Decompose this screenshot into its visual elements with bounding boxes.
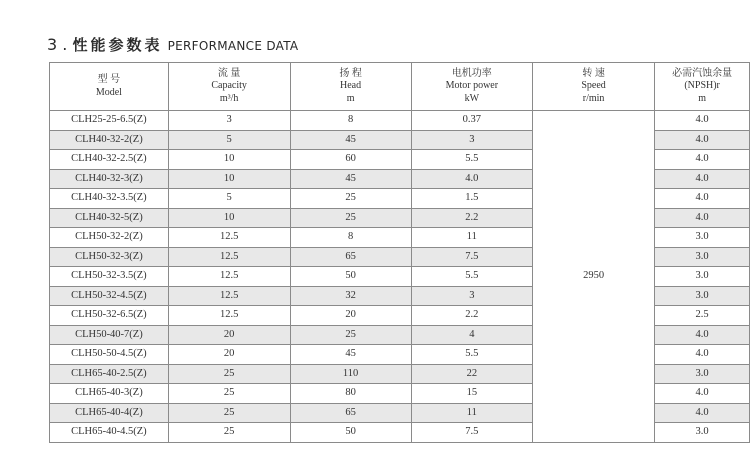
header-capacity-cn: 流 量 <box>217 67 241 79</box>
performance-table <box>49 62 750 443</box>
header-npsh-en: (NPSH)r <box>684 80 720 92</box>
cell-model: CLH50-32-2(Z) <box>50 228 169 248</box>
cell-npsh: 4.0 <box>655 208 750 228</box>
cell-motor-power: 2.2 <box>411 208 532 228</box>
cell-npsh: 3.0 <box>655 228 750 248</box>
cell-capacity: 20 <box>168 345 290 365</box>
cell-model: CLH65-40-4(Z) <box>50 403 169 423</box>
cell-head: 110 <box>290 364 411 384</box>
cell-capacity: 12.5 <box>168 247 290 267</box>
header-row <box>50 63 750 111</box>
cell-npsh: 4.0 <box>655 150 750 170</box>
cell-model: CLH25-25-6.5(Z) <box>50 111 169 131</box>
cell-npsh: 3.0 <box>655 286 750 306</box>
section-title <box>47 35 298 56</box>
cell-npsh: 4.0 <box>655 384 750 404</box>
header-model <box>50 63 169 111</box>
header-speed-unit: r/min <box>582 92 605 104</box>
cell-capacity: 25 <box>168 403 290 423</box>
table-row <box>50 111 750 131</box>
cell-npsh: 3.0 <box>655 247 750 267</box>
header-capacity-en: Capacity <box>211 80 247 92</box>
cell-head: 45 <box>290 169 411 189</box>
cell-capacity: 12.5 <box>168 228 290 248</box>
cell-capacity: 20 <box>168 325 290 345</box>
header-npsh-unit: m <box>698 92 706 104</box>
cell-capacity: 25 <box>168 423 290 443</box>
header-capacity-unit: m³/h <box>219 92 239 104</box>
cell-capacity: 10 <box>168 208 290 228</box>
cell-head: 25 <box>290 325 411 345</box>
cell-npsh: 3.0 <box>655 267 750 287</box>
cell-motor-power: 3 <box>411 286 532 306</box>
cell-model: CLH50-50-4.5(Z) <box>50 345 169 365</box>
cell-motor-power: 3 <box>411 130 532 150</box>
cell-head: 25 <box>290 189 411 209</box>
cell-npsh: 4.0 <box>655 325 750 345</box>
cell-npsh: 3.0 <box>655 364 750 384</box>
cell-model: CLH50-40-7(Z) <box>50 325 169 345</box>
header-head <box>290 63 411 111</box>
header-head-unit: m <box>346 92 355 104</box>
cell-head: 8 <box>290 111 411 131</box>
cell-head: 50 <box>290 423 411 443</box>
table-body <box>50 111 750 443</box>
header-speed-en: Speed <box>581 80 606 92</box>
cell-motor-power: 4 <box>411 325 532 345</box>
header-capacity <box>168 63 290 111</box>
cell-model: CLH50-32-4.5(Z) <box>50 286 169 306</box>
cell-motor-power: 5.5 <box>411 267 532 287</box>
cell-head: 65 <box>290 403 411 423</box>
cell-npsh: 4.0 <box>655 345 750 365</box>
cell-capacity: 5 <box>168 130 290 150</box>
section-title-chinese: 性能参数表 <box>72 36 163 54</box>
cell-model: CLH65-40-3(Z) <box>50 384 169 404</box>
header-model-en: Model <box>95 86 122 98</box>
header-power-cn: 电机功率 <box>451 67 492 79</box>
cell-head: 45 <box>290 130 411 150</box>
cell-npsh: 4.0 <box>655 403 750 423</box>
cell-motor-power: 2.2 <box>411 306 532 326</box>
header-power-unit: kW <box>464 92 480 104</box>
section-number: 3 . <box>47 35 68 54</box>
cell-motor-power: 4.0 <box>411 169 532 189</box>
cell-capacity: 12.5 <box>168 267 290 287</box>
cell-npsh: 4.0 <box>655 111 750 131</box>
cell-head: 45 <box>290 345 411 365</box>
cell-head: 32 <box>290 286 411 306</box>
cell-capacity: 12.5 <box>168 286 290 306</box>
header-head-en: Head <box>340 80 362 92</box>
header-power-en: Motor power <box>445 80 499 92</box>
cell-model: CLH40-32-2(Z) <box>50 130 169 150</box>
cell-head: 50 <box>290 267 411 287</box>
cell-speed: 2950 <box>532 111 654 443</box>
header-head-cn: 扬 程 <box>339 67 362 79</box>
cell-motor-power: 11 <box>411 403 532 423</box>
table-header <box>50 63 750 111</box>
cell-capacity: 12.5 <box>168 306 290 326</box>
header-npsh-cn: 必需汽蚀余量 <box>672 67 733 79</box>
cell-motor-power: 5.5 <box>411 345 532 365</box>
cell-capacity: 10 <box>168 169 290 189</box>
header-speed-cn: 转 速 <box>582 67 605 79</box>
cell-model: CLH40-32-3(Z) <box>50 169 169 189</box>
cell-head: 80 <box>290 384 411 404</box>
cell-npsh: 2.5 <box>655 306 750 326</box>
cell-capacity: 25 <box>168 384 290 404</box>
cell-motor-power: 22 <box>411 364 532 384</box>
cell-motor-power: 15 <box>411 384 532 404</box>
cell-capacity: 10 <box>168 150 290 170</box>
cell-npsh: 4.0 <box>655 130 750 150</box>
header-motor-power <box>411 63 532 111</box>
cell-head: 8 <box>290 228 411 248</box>
cell-head: 20 <box>290 306 411 326</box>
cell-npsh: 4.0 <box>655 169 750 189</box>
cell-model: CLH65-40-4.5(Z) <box>50 423 169 443</box>
section-title-english: PERFORMANCE DATA <box>167 39 299 53</box>
cell-capacity: 5 <box>168 189 290 209</box>
cell-motor-power: 1.5 <box>411 189 532 209</box>
cell-npsh: 3.0 <box>655 423 750 443</box>
cell-motor-power: 11 <box>411 228 532 248</box>
cell-npsh: 4.0 <box>655 189 750 209</box>
cell-head: 65 <box>290 247 411 267</box>
cell-model: CLH50-32-3.5(Z) <box>50 267 169 287</box>
cell-head: 60 <box>290 150 411 170</box>
cell-model: CLH50-32-6.5(Z) <box>50 306 169 326</box>
header-speed <box>532 63 654 111</box>
cell-motor-power: 7.5 <box>411 423 532 443</box>
cell-motor-power: 7.5 <box>411 247 532 267</box>
cell-motor-power: 5.5 <box>411 150 532 170</box>
cell-model: CLH40-32-5(Z) <box>50 208 169 228</box>
cell-model: CLH40-32-2.5(Z) <box>50 150 169 170</box>
cell-model: CLH50-32-3(Z) <box>50 247 169 267</box>
header-model-cn: 型 号 <box>97 74 121 85</box>
cell-model: CLH65-40-2.5(Z) <box>50 364 169 384</box>
cell-model: CLH40-32-3.5(Z) <box>50 189 169 209</box>
cell-head: 25 <box>290 208 411 228</box>
header-npsh <box>655 63 750 111</box>
cell-capacity: 3 <box>168 111 290 131</box>
cell-capacity: 25 <box>168 364 290 384</box>
cell-motor-power: 0.37 <box>411 111 532 131</box>
